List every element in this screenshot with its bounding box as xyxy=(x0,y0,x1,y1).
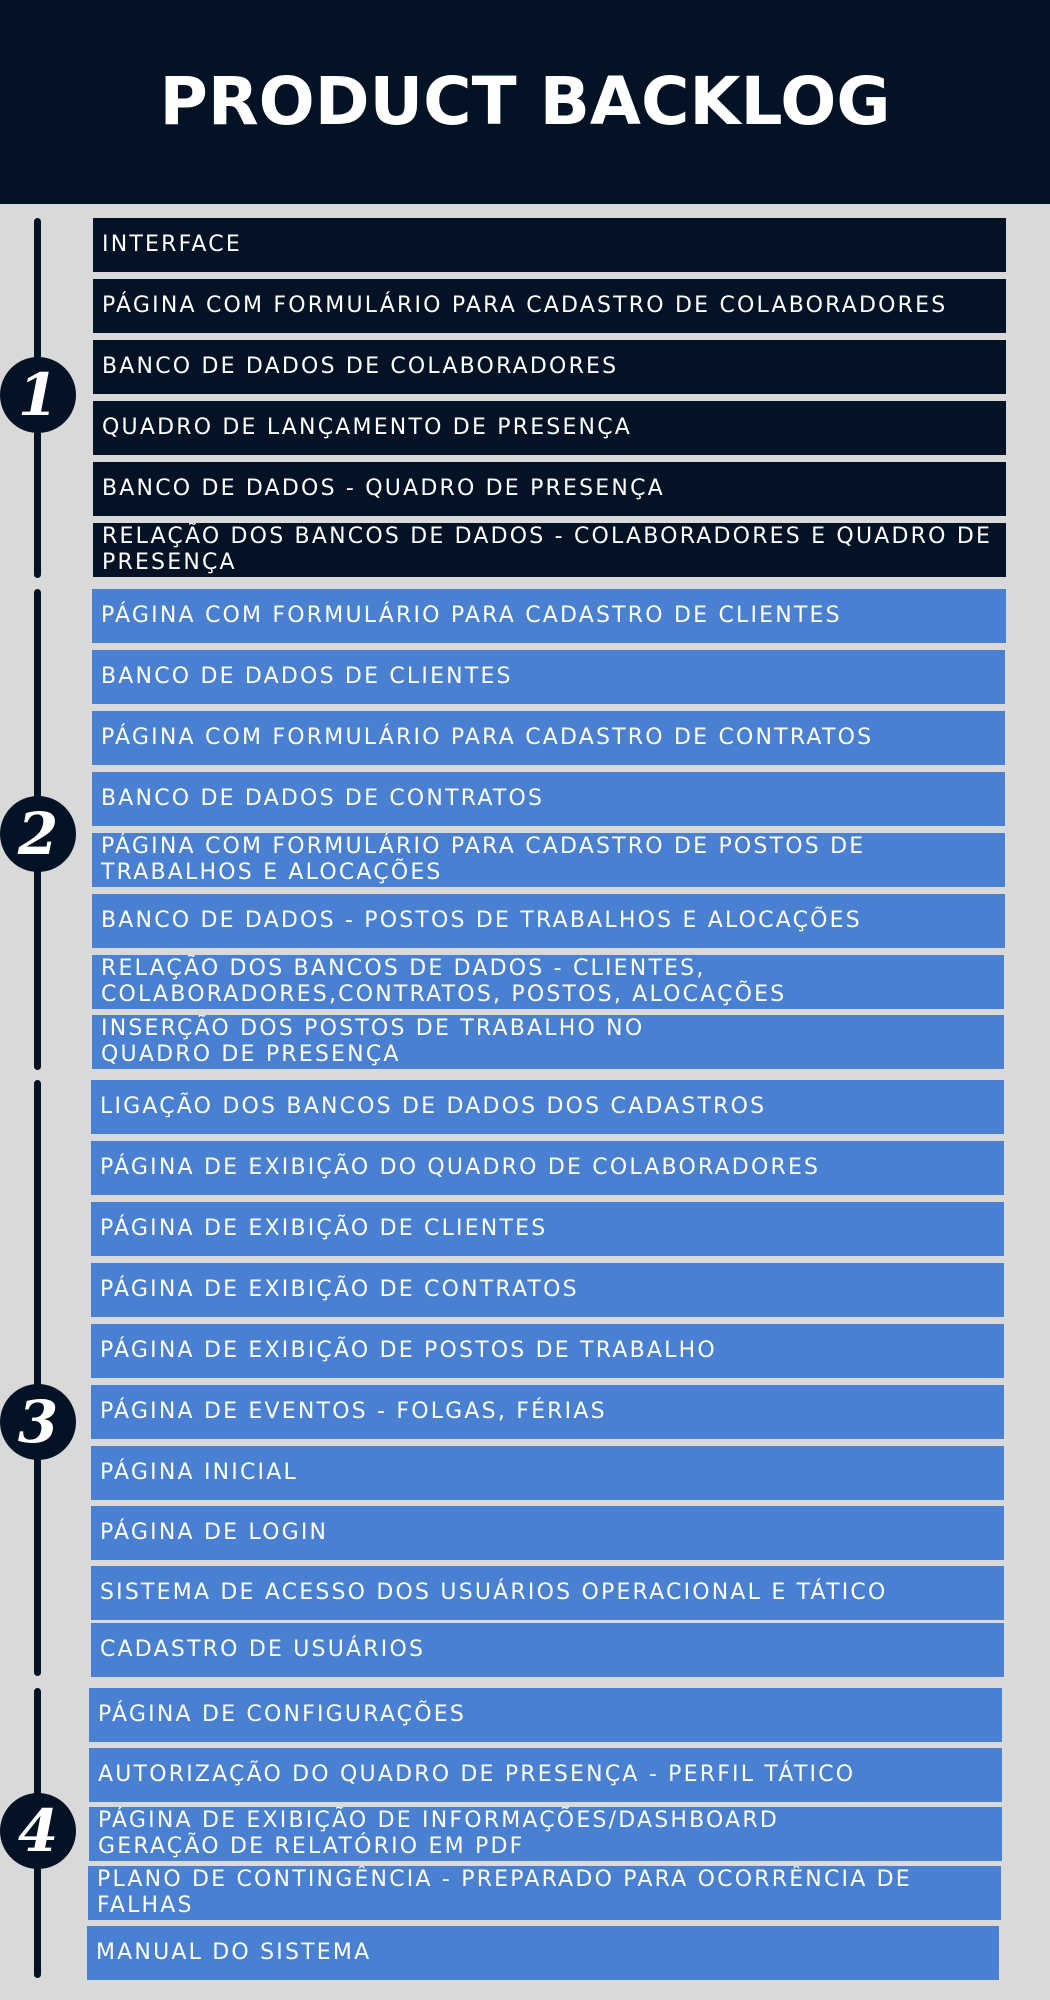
backlog-item: BANCO DE DADOS - POSTOS DE TRABALHOS E ALOCAÇÕES xyxy=(92,894,1005,948)
backlog-item: PÁGINA DE EVENTOS - FOLGAS, FÉRIAS xyxy=(91,1385,1004,1439)
backlog-item: LIGAÇÃO DOS BANCOS DE DADOS DOS CADASTROS xyxy=(91,1080,1004,1134)
backlog-item: BANCO DE DADOS DE CONTRATOS xyxy=(92,772,1005,826)
backlog-item: PÁGINA COM FORMULÁRIO PARA CADASTRO DE POSTOS DE TRABALHOS E ALOCAÇÕES xyxy=(92,833,1005,887)
backlog-item: PLANO DE CONTINGÊNCIA - PREPARADO PARA OCORRÊNCIA DE FALHAS xyxy=(88,1866,1001,1920)
backlog-item: CADASTRO DE USUÁRIOS xyxy=(91,1623,1004,1677)
backlog-item: PÁGINA DE EXIBIÇÃO DE CONTRATOS xyxy=(91,1263,1004,1317)
backlog-item: PÁGINA INICIAL xyxy=(91,1446,1004,1500)
header-banner xyxy=(0,0,1050,204)
backlog-item: RELAÇÃO DOS BANCOS DE DADOS - COLABORADORES E QUADRO DE PRESENÇA xyxy=(93,523,1006,577)
backlog-item: PÁGINA DE LOGIN xyxy=(91,1506,1004,1560)
page-title: PRODUCT BACKLOG xyxy=(159,63,891,140)
backlog-item: PÁGINA COM FORMULÁRIO PARA CADASTRO DE CLIENTES xyxy=(92,589,1006,643)
backlog-item: BANCO DE DADOS DE CLIENTES xyxy=(92,650,1005,704)
sprint-2-badge: 2 xyxy=(0,796,76,872)
sprint-4-badge: 4 xyxy=(0,1793,76,1869)
backlog-item: PÁGINA DE EXIBIÇÃO DO QUADRO DE COLABORADORES xyxy=(91,1141,1004,1195)
sprint-3-timeline xyxy=(34,1080,41,1676)
backlog-item: PÁGINA COM FORMULÁRIO PARA CADASTRO DE COLABORADORES xyxy=(93,279,1006,333)
sprint-1-badge: 1 xyxy=(0,357,76,433)
backlog-item: BANCO DE DADOS DE COLABORADORES xyxy=(93,340,1006,394)
backlog-item: PÁGINA DE EXIBIÇÃO DE INFORMAÇÕES/DASHBOARD GERAÇÃO DE RELATÓRIO EM PDF xyxy=(89,1807,1002,1861)
backlog-item: PÁGINA DE CONFIGURAÇÕES xyxy=(89,1688,1002,1742)
backlog-item: AUTORIZAÇÃO DO QUADRO DE PRESENÇA - PERFIL TÁTICO xyxy=(89,1748,1002,1802)
backlog-item: INSERÇÃO DOS POSTOS DE TRABALHO NO QUADRO DE PRESENÇA xyxy=(92,1015,1004,1069)
backlog-item: SISTEMA DE ACESSO DOS USUÁRIOS OPERACIONAL E TÁTICO xyxy=(91,1566,1004,1620)
backlog-item: BANCO DE DADOS - QUADRO DE PRESENÇA xyxy=(93,462,1006,516)
sprint-3-badge: 3 xyxy=(0,1384,76,1460)
backlog-item: PÁGINA COM FORMULÁRIO PARA CADASTRO DE CONTRATOS xyxy=(92,711,1005,765)
backlog-item: INTERFACE xyxy=(93,218,1006,272)
backlog-item: PÁGINA DE EXIBIÇÃO DE POSTOS DE TRABALHO xyxy=(91,1324,1004,1378)
backlog-item: QUADRO DE LANÇAMENTO DE PRESENÇA xyxy=(93,401,1006,455)
backlog-item: PÁGINA DE EXIBIÇÃO DE CLIENTES xyxy=(91,1202,1004,1256)
backlog-item: MANUAL DO SISTEMA xyxy=(87,1926,999,1980)
backlog-item: RELAÇÃO DOS BANCOS DE DADOS - CLIENTES, COLABORADORES,CONTRATOS, POSTOS, ALOCAÇÕES xyxy=(92,955,1004,1009)
